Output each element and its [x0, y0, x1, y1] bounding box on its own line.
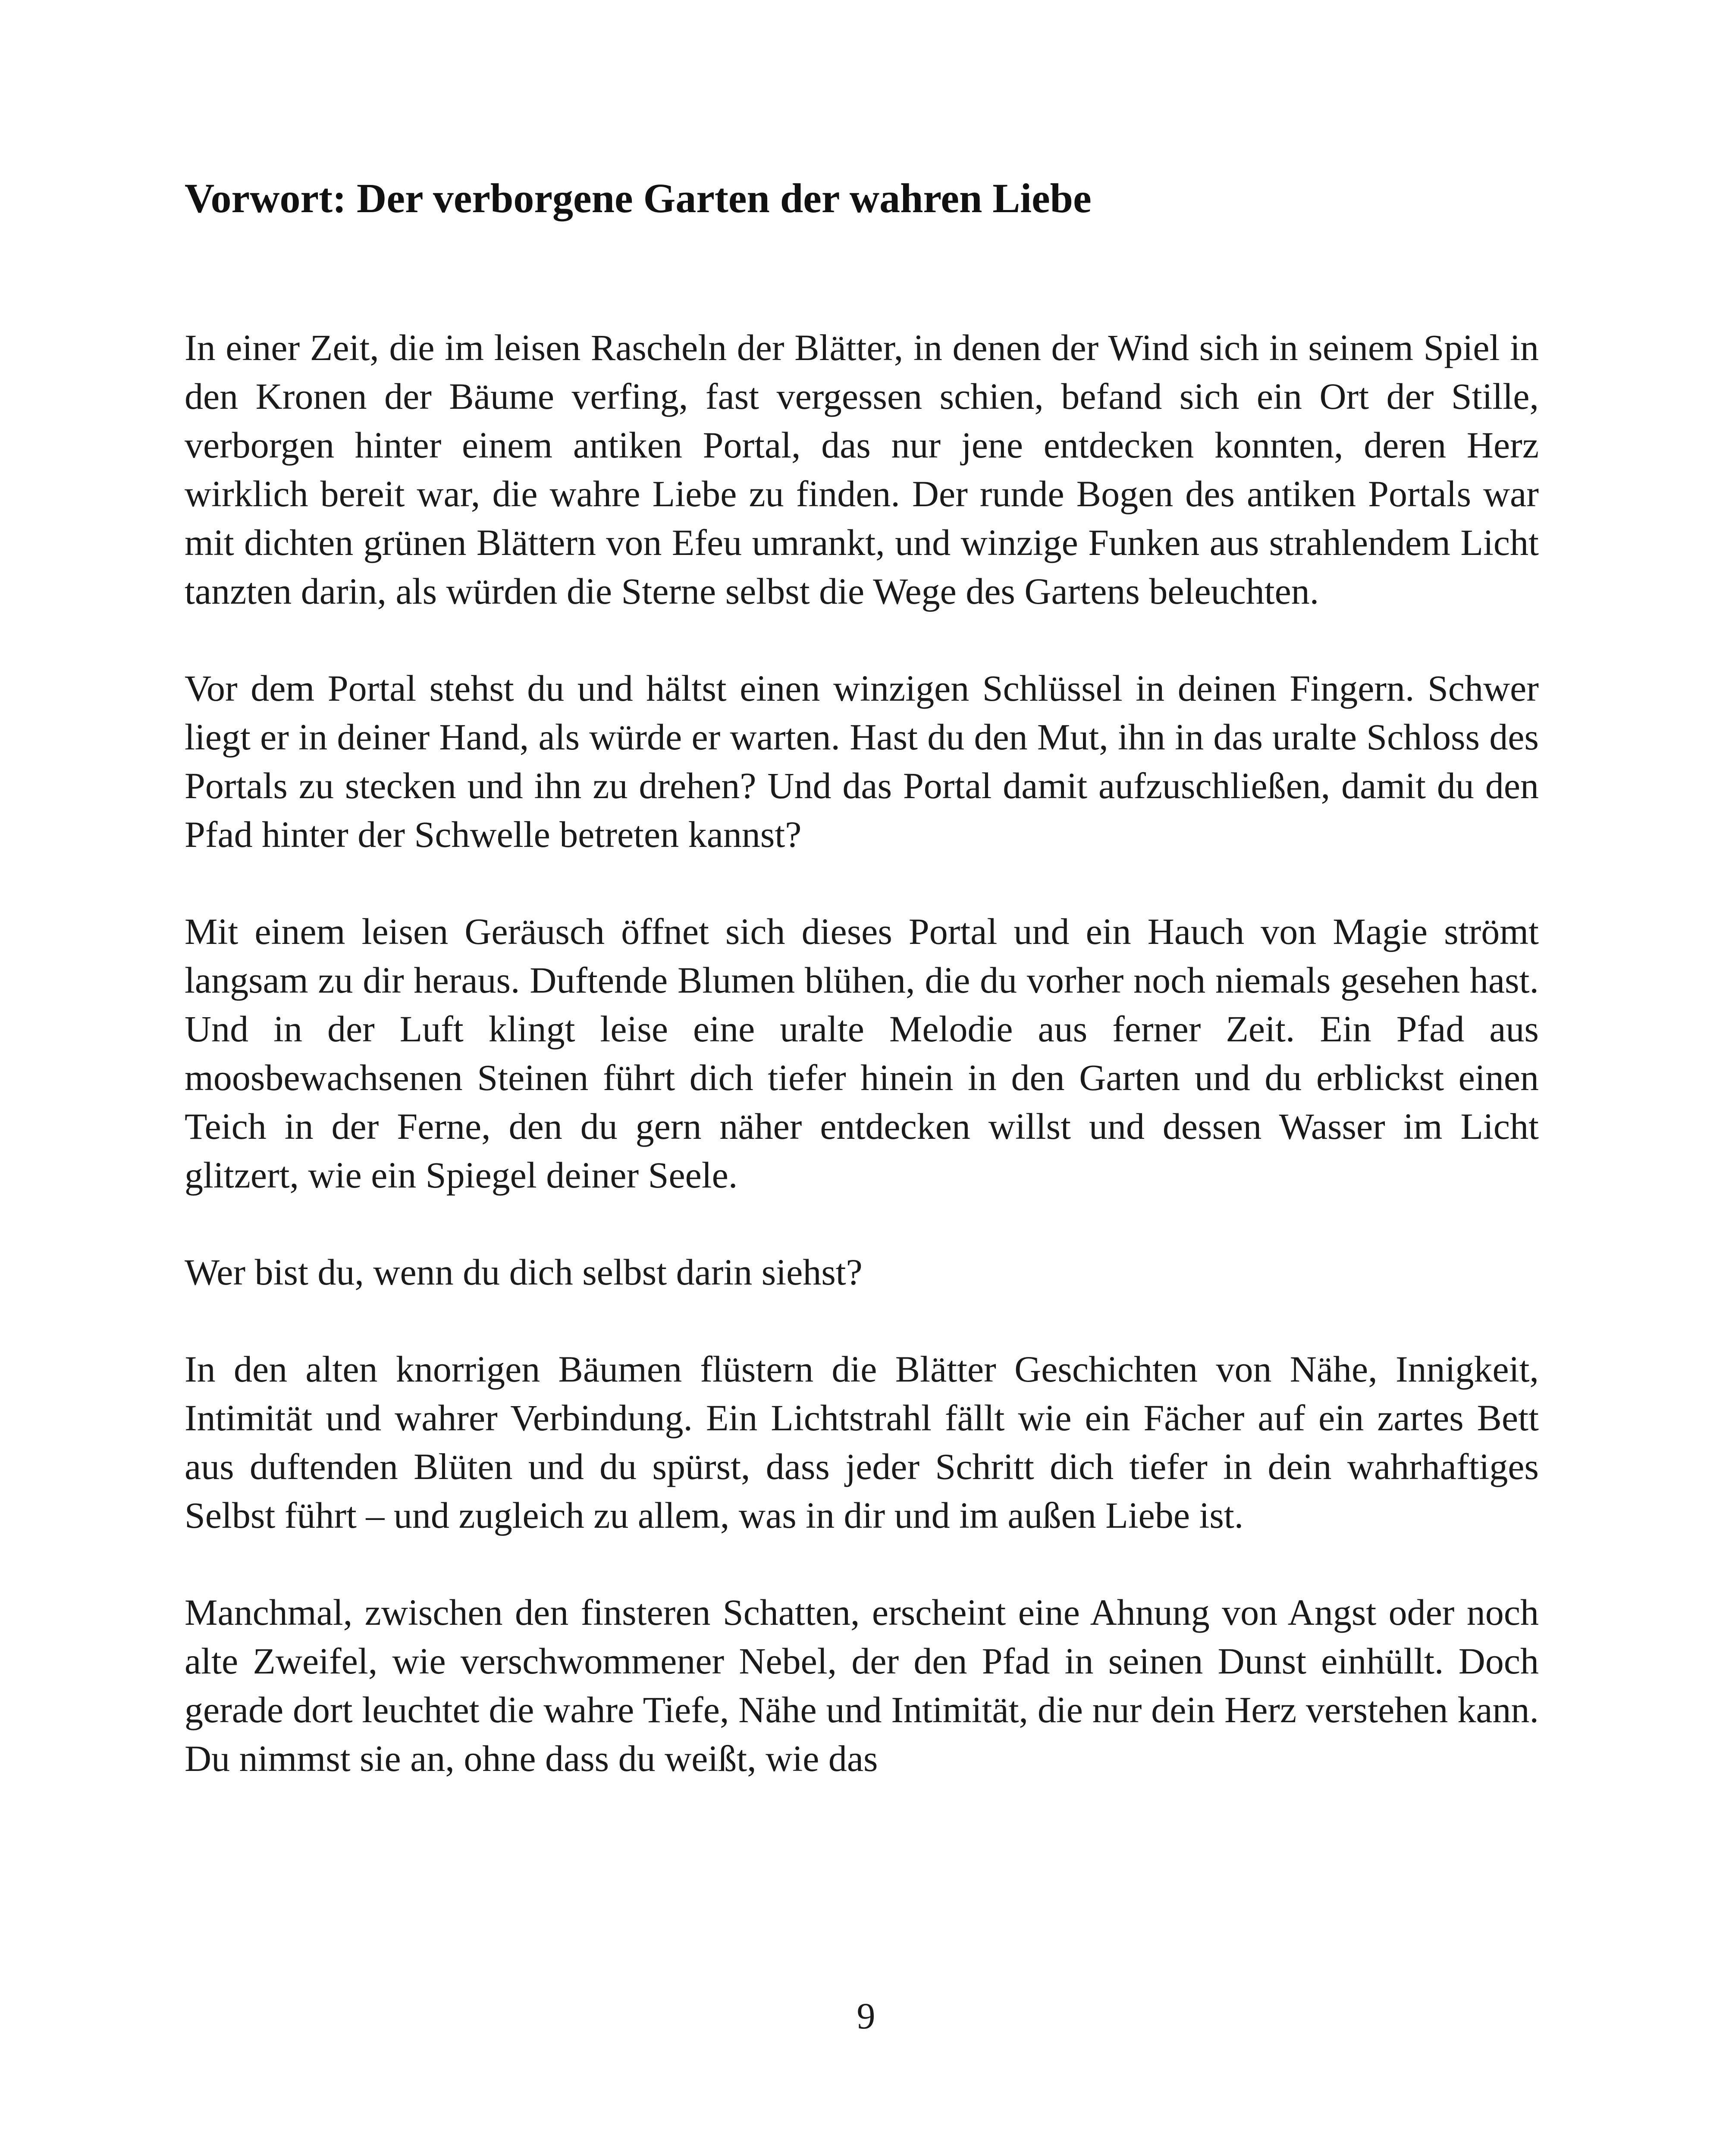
paragraph-2: Vor dem Portal stehst du und hältst einen winzigen Schlüssel in deinen Fingern. Schwer liegt er in deiner Hand, als würde er warten. Hast du den Mut, ihn in das uralte Schloss des Portals zu stecken und ihn zu drehen? Und das Portal damit aufzuschließen, damit du den Pfad hinter der Schwelle betreten kannst? [185, 667, 1539, 855]
chapter-title: Vorwort: Der verborgene Garten der wahren Liebe [185, 175, 1092, 221]
body-text [185, 323, 1539, 1783]
paragraph-5: In den alten knorrigen Bäumen flüstern die Blätter Geschichten von Nähe, Innigkeit, Intimität und wahrer Verbindung. Ein Lichtstrahl fällt wie ein Fächer auf ein zartes Bett aus duftenden Blüten und du spürst, dass jeder Schritt dich tiefer in dein wahrhaftiges Selbst führt – und zugleich zu allem, was in dir und im außen Liebe ist. [185, 1348, 1539, 1536]
paragraph-3: Mit einem leisen Geräusch öffnet sich dieses Portal und ein Hauch von Magie strömt langsam zu dir heraus. Duftende Blumen blühen, die du vorher noch niemals gesehen hast. Und in der Luft klingt leise eine uralte Melodie aus ferner Zeit. Ein Pfad aus moosbewachsenen Steinen führt dich tiefer hinein in den Garten und du erblickst einen Teich in der Ferne, den du gern näher entdecken willst und dessen Wasser im Licht glitzert, wie ein Spiegel deiner Seele. [185, 911, 1539, 1196]
paragraph-6: Manchmal, zwischen den finsteren Schatten, erscheint eine Ahnung von Angst oder noch alte Zweifel, wie verschwommener Nebel, der den Pfad in seinen Dunst einhüllt. Doch gerade dort leuchtet die wahre Tiefe, Nähe und Intimität, die nur dein Herz verstehen kann. Du nimmst sie an, ohne dass du weißt, wie das [185, 1592, 1539, 1779]
paragraph-1: In einer Zeit, die im leisen Rascheln der Blätter, in denen der Wind sich in seinem Spiel in den Kronen der Bäume verfing, fast vergessen schien, befand sich ein Ort der Stille, verborgen hinter einem antiken Portal, das nur jene entdecken konnten, deren Herz wirklich bereit war, die wahre Liebe zu finden. Der runde Bogen des antiken Portals war mit dichten grünen Blättern von Efeu umrankt, und winzige Funken aus strahlendem Licht tanzten darin, als würden die Sterne selbst die Wege des Gartens beleuchten. [185, 327, 1539, 612]
page-number: 9 [857, 1995, 875, 2037]
paragraph-4: Wer bist du, wenn du dich selbst darin siehst? [185, 1251, 863, 1293]
page-content [185, 172, 1539, 1831]
